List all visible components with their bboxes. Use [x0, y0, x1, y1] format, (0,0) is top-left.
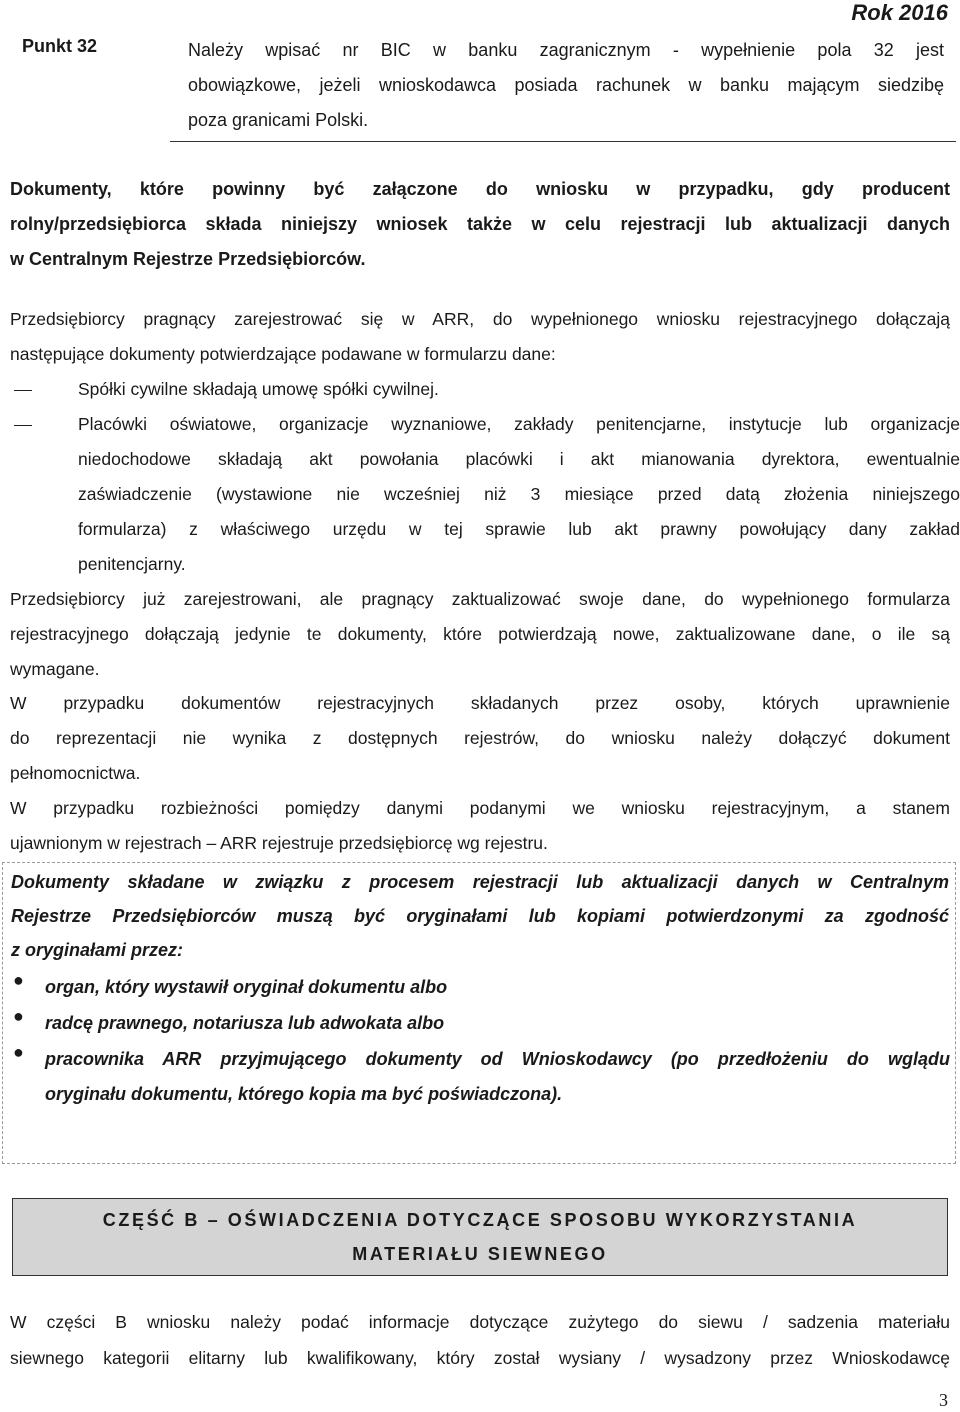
box-heading-line: z oryginałami przez:: [11, 940, 184, 960]
item-line: Placówki oświatowe, organizacje wyznaniowe, zakłady penitencjarne, instytucje lub organizacje: [78, 414, 960, 434]
discrepancy-paragraph: [10, 791, 950, 861]
item-line: penitencjarny.: [78, 554, 186, 574]
punkt-line: obowiązkowe, jeżeli wnioskodawca posiada rachunek w banku mającym siedzibę: [188, 75, 944, 95]
paragraph-line: rejestracyjnego dołączają jedynie te dokumenty, które potwierdzają nowe, zaktualizowane dane, o ile są: [10, 624, 950, 644]
bullet-item: [45, 1042, 950, 1112]
dash-list-item: [10, 372, 950, 407]
documents-heading: [10, 172, 950, 277]
page-number: 3: [939, 1390, 948, 1410]
paragraph-line: pełnomocnictwa.: [10, 763, 141, 783]
horizontal-divider: [170, 141, 956, 142]
box-heading: [11, 865, 949, 967]
section-b-title-line: CZĘŚĆ B – OŚWIADCZENIA DOTYCZĄCE SPOSOBU WYKORZYSTANIA: [102, 1210, 858, 1230]
registration-intro: [10, 302, 950, 372]
paragraph-line: siewnego kategorii elitarny lub kwalifikowany, który został wysiany / wysadzony przez Wnioskodawcę: [10, 1348, 950, 1368]
year-header: Rok 2016: [851, 0, 948, 25]
bullet-line: organ, który wystawił oryginał dokumentu albo: [45, 977, 448, 997]
item-line: formularza) z właściwego urzędu w tej sprawie lub akt prawny powołujący dany zakład: [78, 519, 960, 539]
bullet-icon: ●: [13, 1006, 24, 1026]
bullet-icon: ●: [13, 1042, 24, 1062]
paragraph-line: wymagane.: [10, 659, 100, 679]
dash-list-item: [10, 407, 960, 582]
bullet-line: oryginału dokumentu, którego kopia ma być poświadczona).: [45, 1084, 563, 1104]
paragraph-line: Przedsiębiorcy pragnący zarejestrować się w ARR, do wypełnionego wniosku rejestracyjnego dołączają: [10, 309, 950, 329]
dash-marker: [14, 390, 32, 391]
dash-item-text: [78, 372, 960, 407]
dash-marker: [14, 425, 32, 426]
punkt-label: Punkt 32: [22, 36, 98, 56]
section-b-header: [12, 1198, 948, 1276]
item-line: Spółki cywilne składają umowę spółki cywilnej.: [78, 379, 439, 399]
paragraph-line: W przypadku rozbieżności pomiędzy danymi podanymi we wniosku rejestracyjnym, a stanem: [10, 798, 950, 818]
box-heading-line: Dokumenty składane w związku z procesem rejestracji lub aktualizacji danych w Centralnym: [11, 872, 949, 892]
paragraph-line: W części B wniosku należy podać informacje dotyczące zużytego do siewu / sadzenia materiału: [10, 1312, 950, 1332]
paragraph-line: do reprezentacji nie wynika z dostępnych rejestrów, do wniosku należy dołączyć dokument: [10, 728, 950, 748]
heading-line: rolny/przedsiębiorca składa niniejszy wniosek także w celu rejestracji lub aktualizacji danych: [10, 214, 950, 234]
bullet-line: pracownika ARR przyjmującego dokumenty od Wnioskodawcy (po przedłożeniu do wglądu: [45, 1049, 950, 1069]
bullet-line: radcę prawnego, notariusza lub adwokata albo: [45, 1013, 445, 1033]
bullet-item: [45, 1006, 950, 1041]
section-b-paragraph: [10, 1304, 950, 1376]
bullet-item: [45, 970, 950, 1005]
punkt-line: poza granicami Polski.: [188, 110, 369, 130]
section-b-title-line: MATERIAŁU SIEWNEGO: [352, 1244, 608, 1264]
proxy-paragraph: [10, 686, 950, 791]
paragraph-line: W przypadku dokumentów rejestracyjnych składanych przez osoby, których uprawnienie: [10, 693, 950, 713]
punkt-line: Należy wpisać nr BIC w banku zagranicznym - wypełnienie pola 32 jest: [188, 40, 944, 60]
paragraph-line: następujące dokumenty potwierdzające podawane w formularzu dane:: [10, 344, 556, 364]
box-heading-line: Rejestrze Przedsiębiorców muszą być oryginałami lub kopiami potwierdzonymi za zgodność: [11, 906, 949, 926]
item-line: niedochodowe składają akt powołania placówki i akt mianowania dyrektora, ewentualnie: [78, 449, 960, 469]
punkt-description: [188, 33, 944, 138]
heading-line: w Centralnym Rejestrze Przedsiębiorców.: [10, 249, 366, 269]
originals-requirement-box: [2, 862, 956, 1164]
dash-item-text: [78, 407, 960, 582]
paragraph-line: ujawnionym w rejestrach – ARR rejestruje przedsiębiorcę wg rejestru.: [10, 833, 548, 853]
heading-line: Dokumenty, które powinny być załączone do wniosku w przypadku, gdy producent: [10, 179, 950, 199]
paragraph-line: Przedsiębiorcy już zarejestrowani, ale pragnący zaktualizować swoje dane, do wypełnionego formularza: [10, 589, 950, 609]
bullet-icon: ●: [13, 970, 24, 990]
already-registered-paragraph: [10, 582, 950, 687]
item-line: zaświadczenie (wystawione nie wcześniej niż 3 miesiące przed datą złożenia niniejszego: [78, 484, 960, 504]
